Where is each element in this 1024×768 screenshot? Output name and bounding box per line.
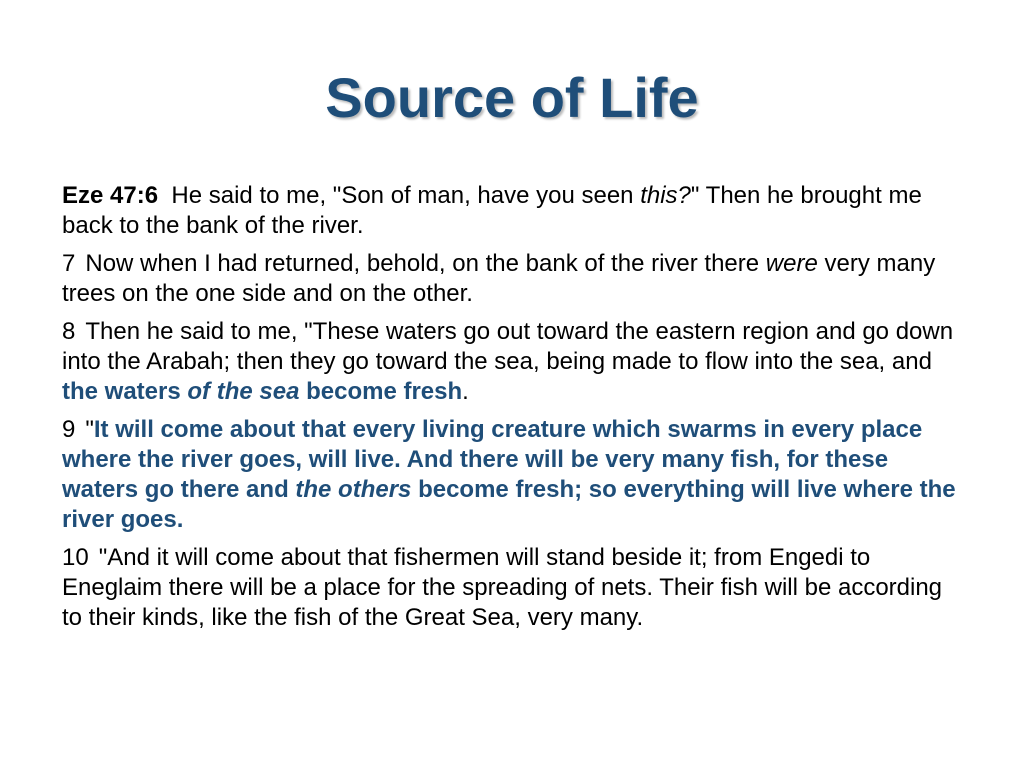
opening-quote: " <box>85 416 94 443</box>
verse-italic-text: were <box>765 250 818 277</box>
verse-reference: Eze 47:6 <box>62 182 159 209</box>
verse-text: Then he said to me, "These waters go out toward the eastern region and go down into the Arabah; then they go toward the sea, being made to flow into the sea, and <box>62 318 954 375</box>
verse-6 <box>62 181 962 241</box>
highlighted-text: It will come about that every living creature which swarms in every place where the river goes, will live. And there will be very many fish, for these waters go there and <box>62 416 923 503</box>
highlighted-text: become fresh; so everything will live where the river goes. <box>62 476 956 533</box>
verse-9 <box>62 415 962 535</box>
verse-text: He said to me, "Son of man, have you seen <box>171 182 641 209</box>
highlighted-italic-text: the others <box>295 476 412 503</box>
verse-number: 10 <box>62 544 89 571</box>
verse-text: Now when I had returned, behold, on the bank of the river there <box>85 250 766 277</box>
verse-8 <box>62 317 962 407</box>
verse-text: very many trees on the one side and on the other. <box>62 250 936 307</box>
verse-number: 8 <box>62 318 76 345</box>
verse-number: 9 <box>62 416 76 443</box>
highlighted-italic-text: of the sea <box>187 378 300 405</box>
slide-title: Source of Life <box>325 66 699 129</box>
verse-text: "And it will come about that fishermen will stand beside it; from Engedi to Eneglaim there will be a place for the spreading of nets. Their fish will be according to their kinds, like the fish of the Great Sea, very many. <box>62 544 943 631</box>
highlighted-text: become fresh <box>299 378 463 405</box>
verse-number: 7 <box>62 250 76 277</box>
verse-text: . <box>462 378 469 405</box>
verse-7 <box>62 249 962 309</box>
verse-italic-text: this? <box>640 182 691 209</box>
verse-text: " Then he brought me back to the bank of the river. <box>62 182 922 239</box>
scripture-body <box>62 181 962 641</box>
highlighted-text: the waters <box>62 378 188 405</box>
verse-10 <box>62 543 962 633</box>
